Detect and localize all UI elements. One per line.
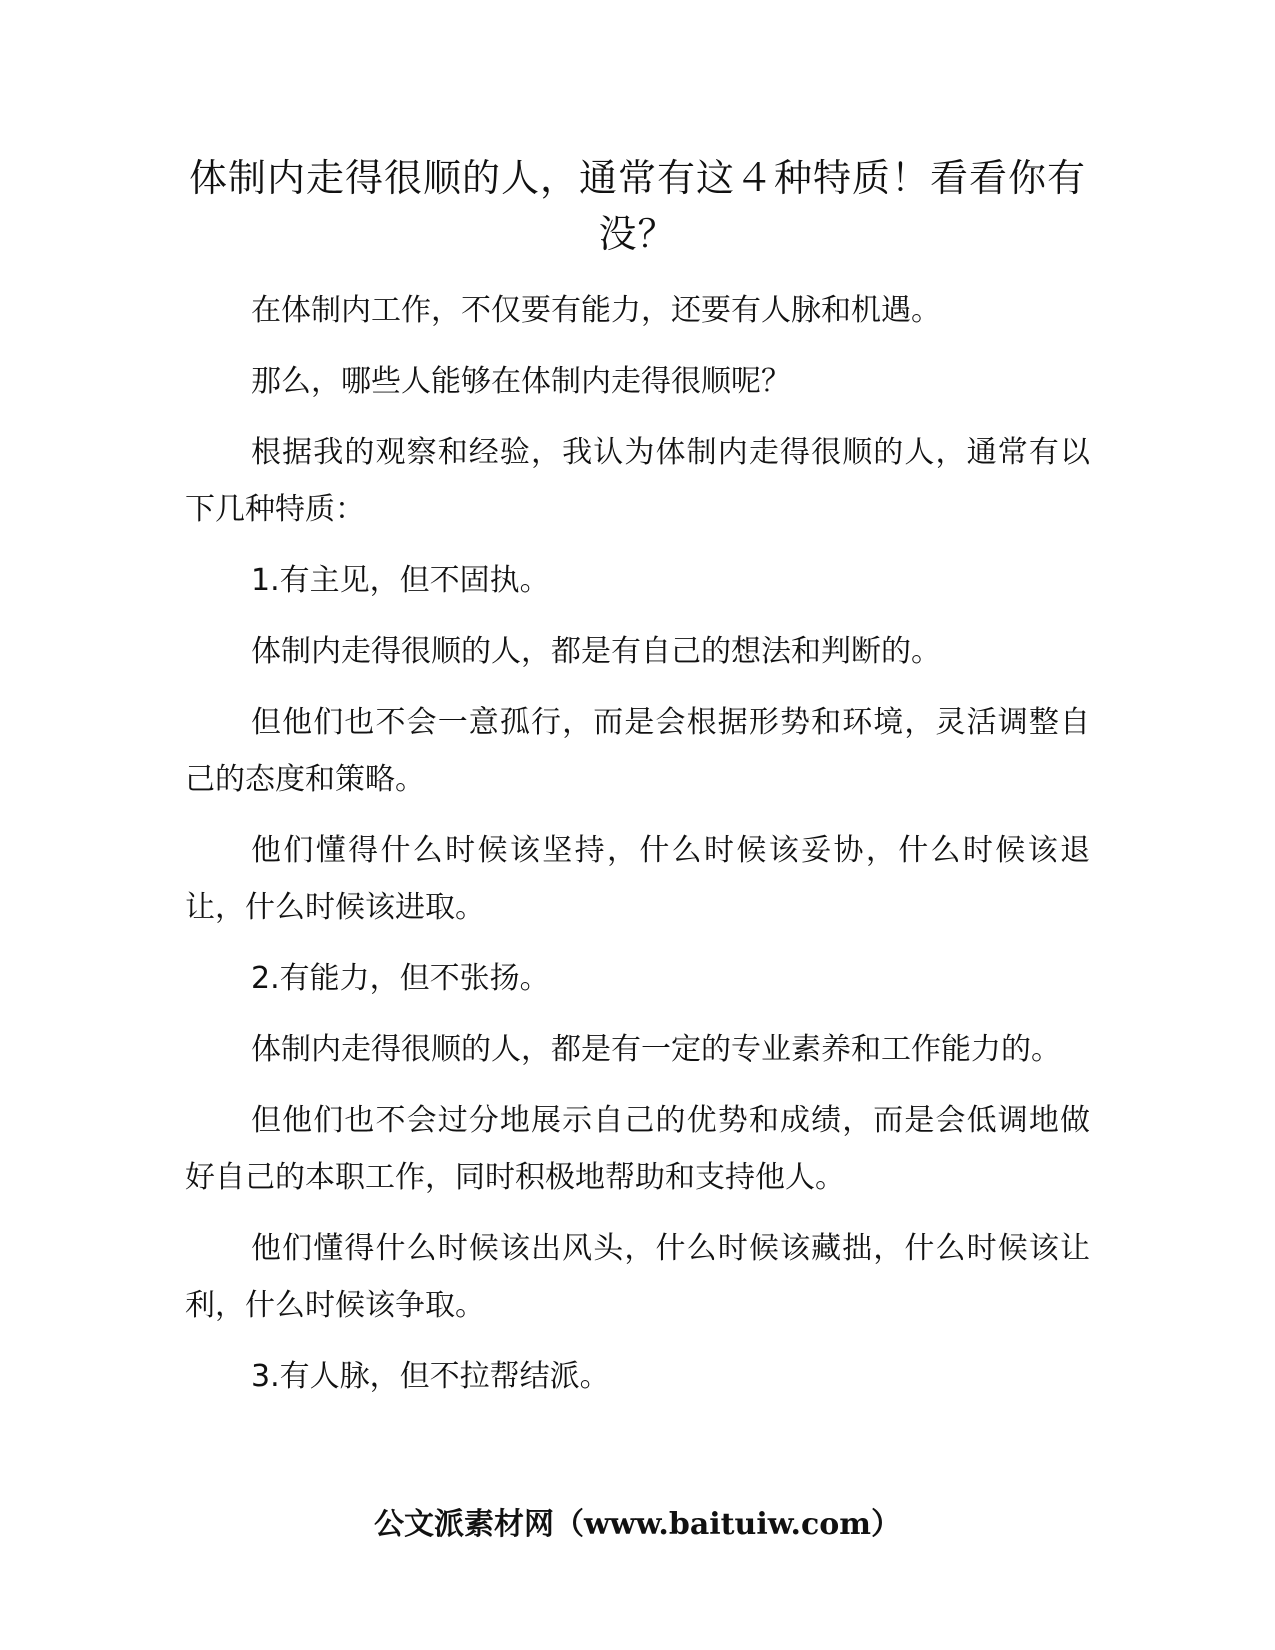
paragraph: 体制内走得很顺的人，都是有自己的想法和判断的。 <box>251 634 941 669</box>
paragraph: 根据我的观察和经验，我认为体制内走得很顺的人，通常有以下几种特质： <box>185 435 1090 527</box>
paragraph: 但他们也不会一意孤行，而是会根据形势和环境，灵活调整自己的态度和策略。 <box>185 705 1090 797</box>
paragraph: 那么，哪些人能够在体制内走得很顺呢？ <box>251 364 791 399</box>
paragraph: 但他们也不会过分地展示自己的优势和成绩，而是会低调地做好自己的本职工作，同时积极地帮助和支持他人。 <box>185 1103 1090 1195</box>
document-title: 体制内走得很顺的人，通常有这４种特质！看看你有没？ <box>188 156 1086 256</box>
paragraph: 在体制内工作，不仅要有能力，还要有人脉和机遇。 <box>251 293 941 328</box>
section-heading: 1.有主见，但不固执。 <box>251 563 550 598</box>
paragraph: 他们懂得什么时候该出风头，什么时候该藏拙，什么时候该让利，什么时候该争取。 <box>185 1231 1090 1323</box>
page-footer-source: 公文派素材网（www.baituiw.com） <box>373 1507 902 1542</box>
section-heading: 3.有人脉，但不拉帮结派。 <box>251 1359 610 1394</box>
paragraph: 体制内走得很顺的人，都是有一定的专业素养和工作能力的。 <box>251 1032 1061 1067</box>
document-body <box>185 282 1090 1419</box>
paragraph: 他们懂得什么时候该坚持，什么时候该妥协，什么时候该退让，什么时候该进取。 <box>185 833 1090 925</box>
section-heading: 2.有能力，但不张扬。 <box>251 961 550 996</box>
